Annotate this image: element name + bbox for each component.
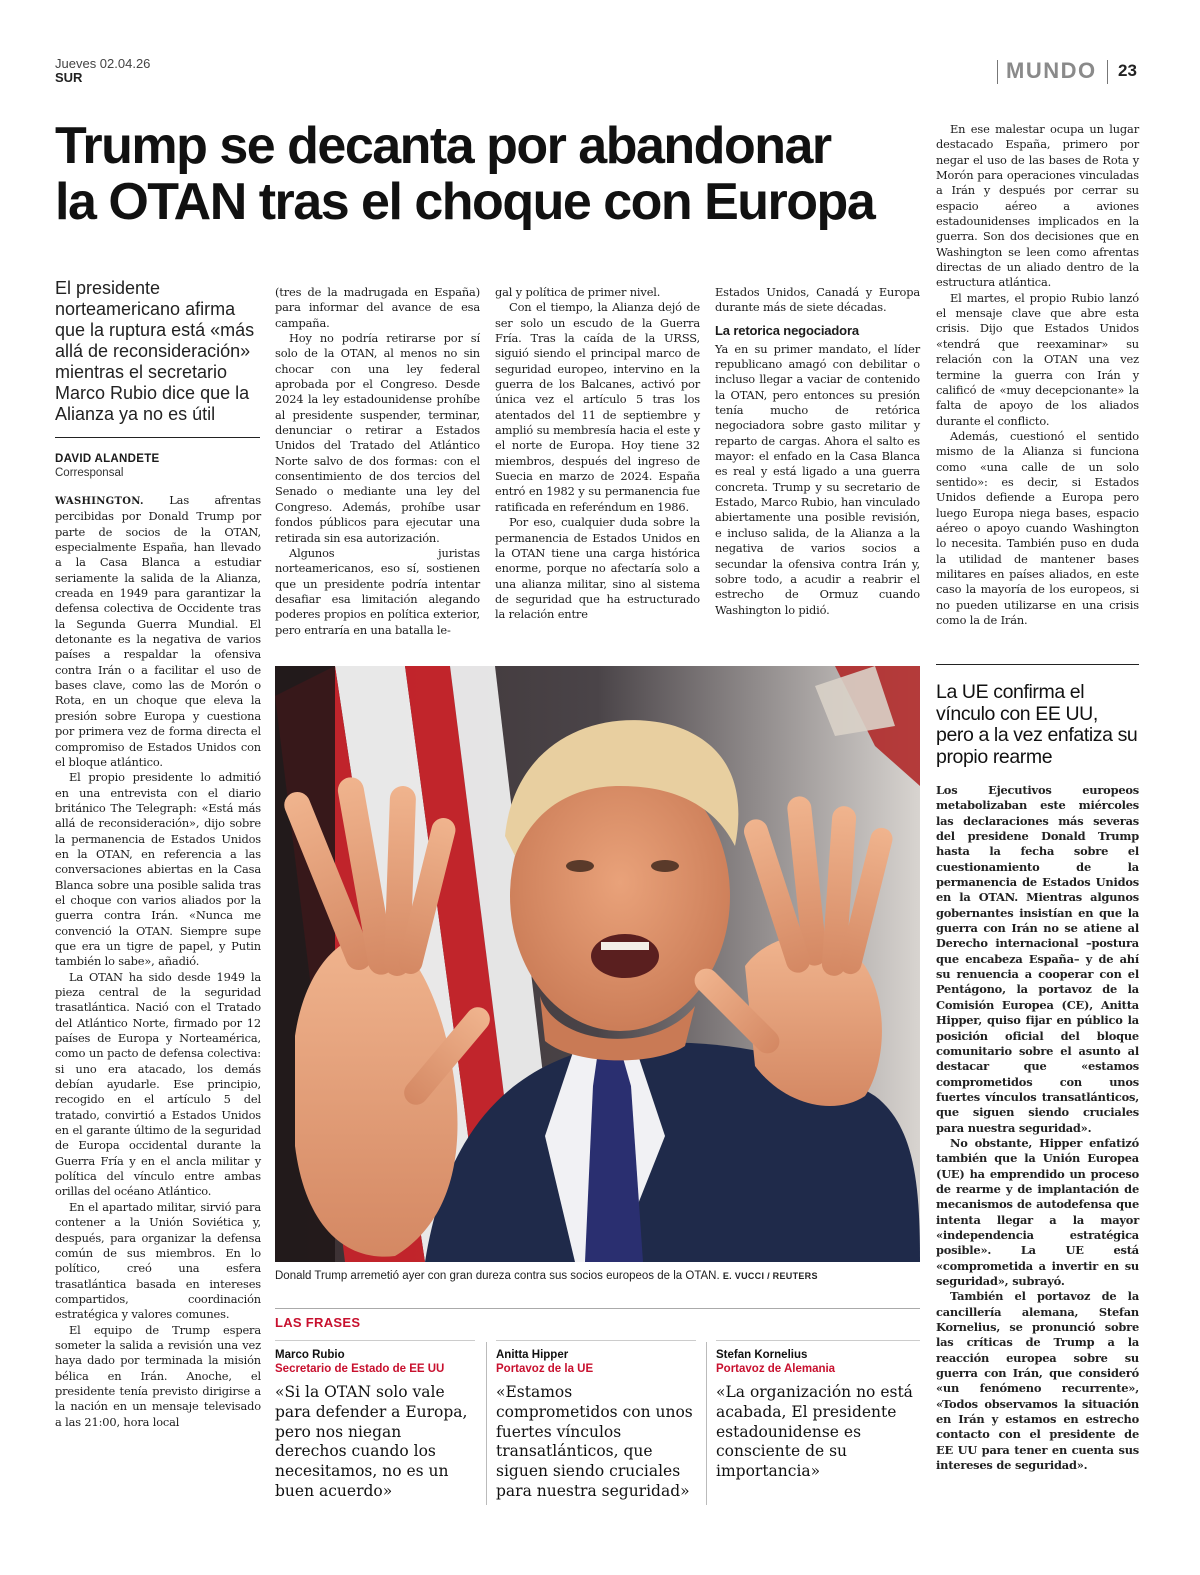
dateline: WASHINGTON. — [55, 496, 144, 507]
quote-text: «La organización no está acabada, El presidente estadounidense es consciente de su importancia» — [716, 1383, 913, 1481]
headline — [55, 118, 915, 230]
article-paragraph: Hoy no podría retirarse por sí solo de la OTAN, al menos no sin chocar con una ley federal aprobada por el Congreso. Desde 2024 la ley estadounidense prohíbe al presidente suspender, terminar, denunciar o retirar a Estados Unidos del Tratado del Atlántico Norte salvo de dos formas: con el consentimiento de dos tercios del Senado o mediante una ley del Congreso. Además, prohíbe usar fondos públicos para ejecutar una retirada sin esa autorización. — [275, 331, 480, 545]
byline-author: DAVID ALANDETE — [55, 453, 160, 465]
quote-divider — [486, 1342, 487, 1505]
quote-rule — [716, 1340, 920, 1341]
article-paragraph: (tres de la madrugada en España) para informar del avance de esa campaña. — [275, 285, 480, 330]
photo-credit: E. VUCCI / REUTERS — [722, 1271, 818, 1281]
article-paragraph: Por eso, cualquier duda sobre la permanencia de Estados Unidos en la OTAN tiene una carga histórica enorme, porque no afectaría solo a una alianza militar, sino al sistema de seguridad que ha estructurado la relación entre — [495, 515, 700, 622]
article-paragraph: Además, cuestionó el sentido mismo de la Alianza si funciona como «una calle de un solo sentido»: es decir, si Estados Unidos defiende a Europa pero luego Europa niega bases, espacio aéreo o apoyo cuando Washington lo necesita. También puso en duda la utilidad de mantener bases militares en países aliados, en este caso la mayoría de los europeos, si no pueden utilizarse en una crisis como la de Irán. — [936, 428, 1139, 627]
issue-date: Jueves 02.04.26 — [55, 56, 151, 71]
quote-author: Stefan Kornelius — [716, 1349, 808, 1361]
article-paragraph: Con el tiempo, la Alianza dejó de ser solo un escudo de la Guerra Fría. Tras la caída de la URSS, siguió siendo el principal marco de seguridad europeo, intervino en la guerra de los Balcanes, activó por única vez el artículo 5 tras los atentados del 11 de septiembre y amplió su membresía hacia el este y el norte de Europa. Hoy tiene 32 miembros, después del ingreso de Suecia en marzo de 2024. España entró en 1982 y su permanencia fue ratificada en referéndum en 1986. — [495, 300, 700, 514]
article-paragraph: Estados Unidos, Canadá y Europa durante más de siete décadas. — [715, 285, 920, 315]
quote-divider — [706, 1342, 707, 1505]
standfirst: El presidente norteamericano afirma que la ruptura está «más allá de reconsideración» mientras el secretario Marco Rubio dice que la Alianza ya no es útil — [55, 278, 255, 424]
article-paragraph: El equipo de Trump espera someter la salida a revisión una vez haya dado por terminada la misión bélica en Irán. Anoche, el presidente tenía previsto dirigirse a la nación en un mensaje televisado a las 21:00, hora local — [55, 1322, 261, 1429]
article-column-4 — [715, 285, 920, 618]
page-number: 23 — [1118, 61, 1137, 80]
quote-author-role: Secretario de Estado de EE UU — [275, 1363, 445, 1375]
quote-author-role: Portavoz de la UE — [496, 1363, 594, 1375]
quote-author: Marco Rubio — [275, 1349, 345, 1361]
newspaper-name: SUR — [55, 70, 83, 85]
article-paragraph: Algunos juristas norteamericanos, eso sí, sostienen que un presidente podría intentar desafiar esa limitación alegando poderes propios en política exterior, pero entraría en una batalla le- — [275, 545, 480, 637]
sidebar-paragraph: También el portavoz de la cancillería alemana, Stefan Kornelius, se pronunció sobre las críticas de Trump a la reacción europea sobre su guerra con Irán, que consideró «un fenómeno recurrente», «Todos observamos la situación en Irán y estamos en estrecho contacto con el presidente de EE UU para tener en cuenta sus intereses de seguridad». — [936, 1289, 1139, 1473]
quote-card — [716, 1348, 920, 1482]
quote-text: «Estamos comprometidos con unos fuertes vínculos transatlánticos, que siguen siendo cruciales para nuestra seguridad» — [496, 1383, 693, 1500]
article-paragraph: El martes, el propio Rubio lanzó el mensaje clave que abre esta crisis. Dijo que Estados Unidos «tendrá que reexaminar» su relación con la OTAN una vez termine la guerra con Irán y calificó de «muy decepcionante» la falta de apoyo de los aliados durante el conflicto. — [936, 290, 1139, 428]
section-divider — [1107, 60, 1108, 84]
quote-text: «Si la OTAN solo vale para defender a Europa, pero nos niegan derechos cuando los necesitamos, no es un buen acuerdo» — [275, 1383, 468, 1500]
article-paragraph: WASHINGTON. Las afrentas percibidas por Donald Trump por parte de socios de la OTAN, especialmente España, han llevado a la Casa Blanca a estudiar seriamente la salida de la Alianza, creada en 1949 para garantizar la defensa colectiva de Occidente tras la Segunda Guerra Mundial. El detonante es la negativa de varios países a respaldar la ofensiva contra Irán o a facilitar el uso de bases clave, como las de Morón o Rota, en un choque que eleva la presión sobre Europa y cuestiona por primera vez de forma directa el compromiso de Estados Unidos con el bloque atlántico. — [55, 493, 261, 769]
article-paragraph: En el apartado militar, sirvió para contener a la Unión Soviética y, después, para organizar la defensa común de sus miembros. En lo político, creó una esfera trasatlántica basada en intereses compartidos, coordinación estratégica y valores comunes. — [55, 1199, 261, 1322]
caption-text: Donald Trump arremetió ayer con gran dureza contra sus socios europeos de la OTAN. — [275, 1270, 720, 1282]
article-paragraph: El propio presidente lo admitió en una entrevista con el diario británico The Telegraph: «Está más allá de reconsideración», dijo sobre la permanencia de Estados Unidos en la OTAN, en referencia a las conversaciones abiertas en la Casa Blanca sobre una posible salida tras el choque con varios aliados por la guerra contra Irán. «Nunca me convenció la OTAN. Siempre supe que era un tigre de papel, y Putin también lo sabe», añadió. — [55, 770, 261, 969]
divider — [55, 437, 260, 438]
section-divider — [997, 60, 998, 84]
section-label: MUNDO — [1006, 58, 1097, 83]
article-column-3 — [495, 285, 700, 623]
sidebar-paragraph: Los Ejecutivos europeos metabolizaban este miércoles las declaraciones más severas del presidene Donald Trump hasta la fecha sobre el cuestionamiento de la permanencia de Estados Unidos en la OTAN. Mientras algunos gobernantes insistían en que la guerra con Irán no se atiene al Derecho internacional –postura que encabeza España– y de ahí su renuencia a cooperar con el Pentágono, la portavoz de la Comisión Europea (CE), Anitta Hipper, quiso fijar en público la posición oficial del bloque comunitario sobre el asunto al destacar que «estamos comprometidos con unos fuertes vínculos transatlánticos, que siguen siendo cruciales para nuestra seguridad». — [936, 783, 1139, 1135]
trump-portrait-illustration — [275, 666, 920, 1262]
quote-rule — [275, 1340, 475, 1341]
sidebar-paragraph: No obstante, Hipper enfatizó también que la Unión Europea (UE) ha emprendido un proceso de rearme y de implantación de mecanismos de autodefensa que intenta llegar a la mayor «independencia estratégica posible». La UE está «comprometida a invertir en su seguridad», subrayó. — [936, 1135, 1139, 1288]
article-subhead: La retorica negociadora — [715, 322, 859, 338]
quote-author: Anitta Hipper — [496, 1349, 569, 1361]
article-paragraph: En ese malestar ocupa un lugar destacado España, primero por negar el uso de las bases de Rota y Morón para operaciones vinculadas a Irán y después por cerrar su espacio aéreo a aviones estadounidenses implicados en la guerra. Son dos decisiones que en Washington se leen como afrentas directas de un aliado dentro de la estructura atlántica. — [936, 122, 1139, 290]
quotes-label: LAS FRASES — [275, 1315, 361, 1330]
headline-line-2: la OTAN tras el choque con Europa — [55, 173, 875, 231]
news-photo — [275, 666, 920, 1262]
byline-role: Corresponsal — [55, 467, 124, 479]
divider — [275, 1308, 920, 1309]
headline-line-1: Trump se decanta por abandonar — [55, 117, 831, 175]
sidebar-body — [936, 783, 1139, 1473]
quote-author-role: Portavoz de Alemania — [716, 1363, 836, 1375]
sidebar-headline: La UE confirma el vínculo con EE UU, pero a la vez enfatiza su propio rearme — [936, 681, 1138, 768]
divider — [936, 664, 1139, 665]
quote-rule — [496, 1340, 696, 1341]
article-paragraph: La OTAN ha sido desde 1949 la pieza central de la seguridad trasatlántica. Nació con el Tratado del Atlántico Norte, firmado por 12 países de Europa y Norteamérica, como un pacto de defensa colectiva: si uno era atacado, los demás debían ayudarle. Ese principio, recogido en el artículo 5 del tratado, convirtió a Estados Unidos en el garante último de la seguridad de Europa occidental durante la Guerra Fría y en el ancla militar y política del vínculo entre ambas orillas del océano Atlántico. — [55, 969, 261, 1199]
quote-card — [496, 1348, 696, 1502]
article-column-1 — [55, 493, 261, 1430]
article-paragraph: gal y política de primer nivel. — [495, 285, 661, 299]
photo-caption — [275, 1269, 920, 1283]
quote-card — [275, 1348, 475, 1502]
article-column-5 — [936, 122, 1139, 628]
article-paragraph: Ya en su primer mandato, el líder republicano amagó con debilitar o incluso llegar a vaciar de contenido la OTAN, pero entonces su presión tenía mucho de retórica negociadora sobre gasto militar y reparto de cargas. Ahora el salto es mayor: el enfado en la Casa Blanca es real y está ligado a una guerra concreta. Trump y su secretario de Estado, Marco Rubio, han vinculado abiertamente una posible revisión, e incluso salida, de la Alianza a la negativa de varios socios a secundar la ofensiva contra Irán y, sobre todo, a acudir a reabrir el estrecho de Ormuz cuando Washington lo pidió. — [715, 341, 920, 617]
article-column-2 — [275, 285, 480, 638]
